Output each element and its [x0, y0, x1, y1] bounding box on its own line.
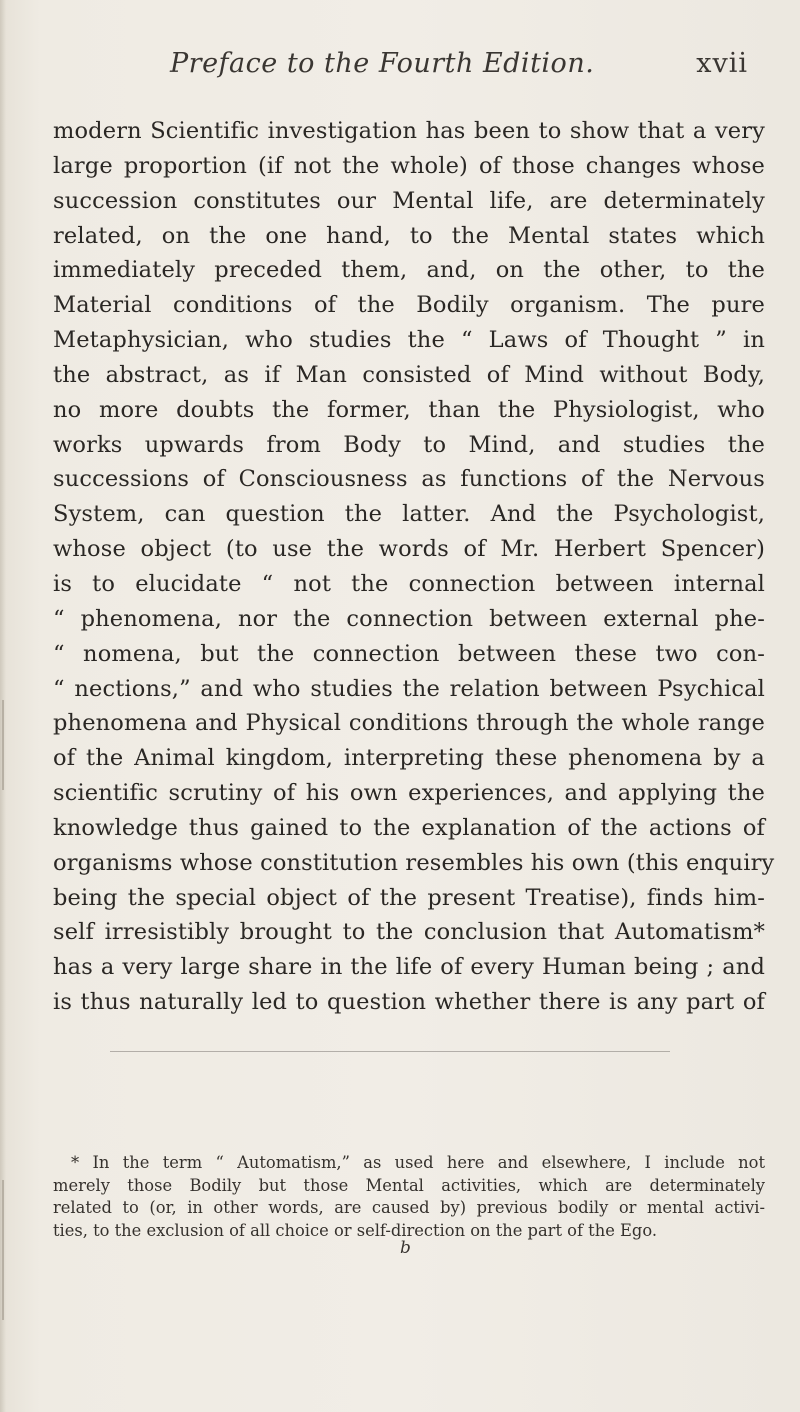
text-line: succession constitutes our Mental life, are determinately — [53, 187, 765, 214]
text-line: knowledge thus gained to the explanation of the actions of — [53, 814, 765, 841]
text-line: self irresistibly brought to the conclusion that Automatism* — [53, 919, 765, 946]
text-line: scientific scrutiny of his own experiences, and applying the — [53, 780, 765, 807]
text-line: Metaphysician, who studies the “ Laws of Thought ” in — [53, 327, 765, 354]
text-line: whose object (to use the words of Mr. Herbert Spencer) — [53, 536, 765, 563]
text-line: related, on the one hand, to the Mental states which — [53, 222, 765, 249]
signature-mark: b — [400, 1238, 411, 1258]
running-head — [0, 48, 800, 88]
page-number: xvii — [696, 48, 748, 79]
text-line: no more doubts the former, than the Physiologist, who — [53, 396, 765, 423]
text-line: is to elucidate “ not the connection between internal — [53, 570, 765, 597]
text-line: immediately preceded them, and, on the other, to the — [53, 257, 765, 284]
faint-rule — [110, 1051, 670, 1052]
running-head-title: Preface to the Fourth Edition. — [170, 48, 595, 79]
text-line: modern Scientific investigation has been to show that a very — [53, 118, 765, 144]
footnote-line: merely those Bodily but those Mental activities, which are determinately — [53, 1175, 765, 1195]
text-line: of the Animal kingdom, interpreting these phenomena by a — [53, 745, 765, 772]
text-line: organisms whose constitution resembles his own (this enquiry — [53, 849, 775, 876]
footnote-line: related to (or, in other words, are caused by) previous bodily or mental activi- — [53, 1198, 765, 1217]
text-line: System, can question the latter. And the Psychologist, — [53, 501, 765, 528]
footnote-line: * In the term “ Automatism,” as used here and elsewhere, I include not — [71, 1153, 765, 1172]
footnote-line: ties, to the exclusion of all choice or self-direction on the part of the Ego. — [53, 1220, 658, 1240]
text-line: phenomena and Physical conditions through the whole range — [53, 710, 765, 737]
text-line: being the special object of the present Treatise), finds him- — [53, 884, 765, 911]
text-line: “ nomena, but the connection between these two con- — [53, 640, 765, 667]
page-edge-mark — [2, 1180, 4, 1320]
text-line: works upwards from Body to Mind, and studies the — [53, 431, 765, 458]
text-line: large proportion (if not the whole) of those changes whose — [53, 152, 765, 179]
text-line: the abstract, as if Man consisted of Mind without Body, — [53, 361, 765, 388]
footnote — [53, 1152, 765, 1242]
text-line: “ nections,” and who studies the relation between Psychical — [53, 675, 765, 702]
text-line: successions of Consciousness as functions of the Nervous — [53, 466, 765, 493]
page-edge-mark — [2, 700, 4, 790]
text-line: “ phenomena, nor the connection between external phe- — [53, 605, 765, 632]
body-paragraph — [53, 114, 775, 1020]
text-line: is thus naturally led to question whether there is any part of — [53, 989, 765, 1016]
text-line: Material conditions of the Bodily organism. The pure — [53, 292, 765, 319]
text-line: has a very large share in the life of every Human being ; and — [53, 954, 765, 981]
